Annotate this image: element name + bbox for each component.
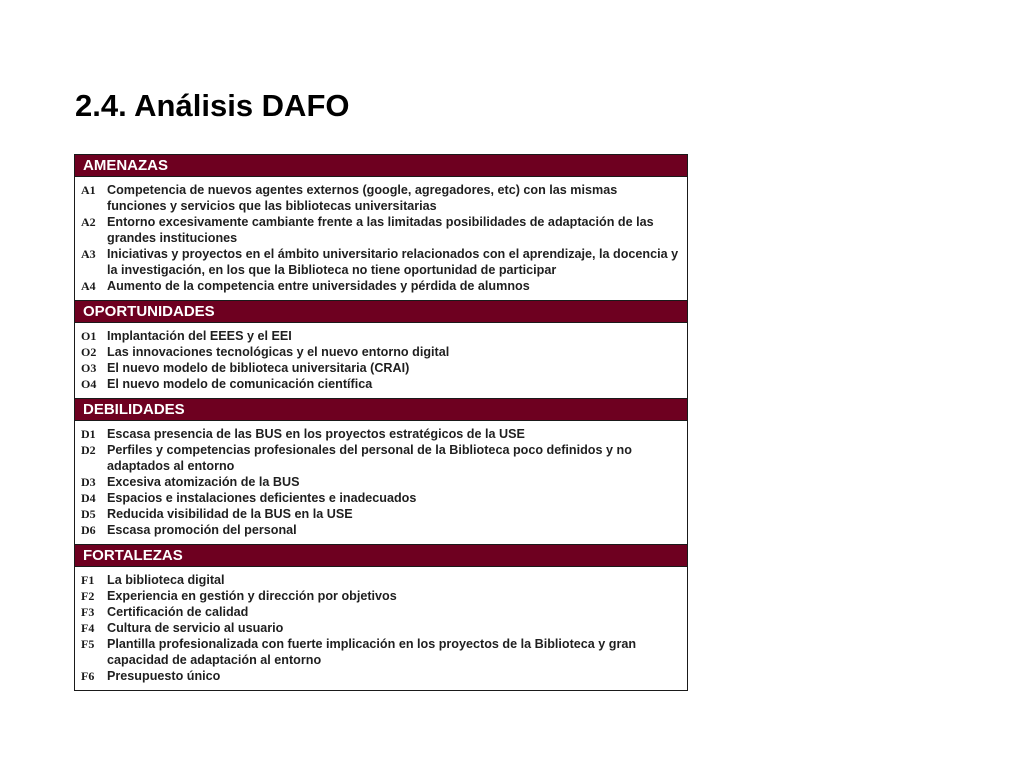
item-text: Escasa promoción del personal — [107, 523, 297, 537]
item-code: O4 — [81, 377, 97, 391]
section-header: OPORTUNIDADES — [75, 300, 687, 323]
section-header: DEBILIDADES — [75, 398, 687, 421]
section-amenazas — [75, 155, 687, 300]
item-code: A2 — [81, 215, 96, 229]
item-code: F2 — [81, 589, 95, 603]
list-item — [81, 442, 679, 474]
list-item — [81, 668, 679, 684]
item-code: F4 — [81, 621, 95, 635]
section-body — [75, 567, 687, 690]
list-item — [81, 182, 679, 214]
item-code: F1 — [81, 573, 95, 587]
list-item — [81, 604, 679, 620]
list-item — [81, 506, 679, 522]
item-text: Perfiles y competencias profesionales del personal de la Biblioteca poco definidos y no adaptados al entorno — [107, 443, 632, 473]
list-item — [81, 278, 679, 294]
item-code: F3 — [81, 605, 95, 619]
list-item — [81, 572, 679, 588]
list-item — [81, 344, 679, 360]
item-text: Plantilla profesionalizada con fuerte implicación en los proyectos de la Biblioteca y gran capacidad de adaptación al entorno — [107, 637, 637, 667]
item-text: Cultura de servicio al usuario — [107, 621, 284, 635]
list-item — [81, 426, 679, 442]
item-text: La biblioteca digital — [107, 573, 225, 587]
item-text: Iniciativas y proyectos en el ámbito universitario relacionados con el aprendizaje, la docencia y la investigación, en los que la Biblioteca no tiene oportunidad de participar — [107, 247, 679, 277]
list-item — [81, 360, 679, 376]
item-text: Competencia de nuevos agentes externos (google, agregadores, etc) con las mismas funciones y servicios que las bibliotecas universitarias — [107, 183, 618, 213]
list-item — [81, 620, 679, 636]
section-body — [75, 177, 687, 300]
slide-title: 2.4. Análisis DAFO — [75, 88, 350, 123]
item-code: D2 — [81, 443, 96, 457]
section-body — [75, 421, 687, 544]
list-item — [81, 636, 679, 668]
section-fortalezas — [75, 544, 687, 690]
section-oportunidades — [75, 300, 687, 398]
item-text: Escasa presencia de las BUS en los proyectos estratégicos de la USE — [107, 427, 525, 441]
item-code: A4 — [81, 279, 96, 293]
item-text: El nuevo modelo de biblioteca universitaria (CRAI) — [107, 361, 410, 375]
item-code: O1 — [81, 329, 97, 343]
list-item — [81, 246, 679, 278]
item-code: D5 — [81, 507, 96, 521]
item-text: Certificación de calidad — [107, 605, 249, 619]
list-item — [81, 328, 679, 344]
item-text: El nuevo modelo de comunicación científica — [107, 377, 373, 391]
list-item — [81, 214, 679, 246]
item-code: O3 — [81, 361, 97, 375]
item-code: A1 — [81, 183, 96, 197]
item-code: F6 — [81, 669, 95, 683]
dafo-table — [74, 154, 688, 691]
section-body — [75, 323, 687, 398]
section-header: AMENAZAS — [75, 155, 687, 177]
section-header: FORTALEZAS — [75, 544, 687, 567]
item-code: D4 — [81, 491, 96, 505]
item-text: Entorno excesivamente cambiante frente a las limitadas posibilidades de adaptación de las grandes instituciones — [107, 215, 654, 245]
item-code: F5 — [81, 637, 95, 651]
item-text: Excesiva atomización de la BUS — [107, 475, 300, 489]
item-text: Aumento de la competencia entre universidades y pérdida de alumnos — [107, 279, 530, 293]
list-item — [81, 490, 679, 506]
list-item — [81, 376, 679, 392]
item-code: O2 — [81, 345, 97, 359]
list-item — [81, 588, 679, 604]
item-code: D1 — [81, 427, 96, 441]
list-item — [81, 474, 679, 490]
item-text: Espacios e instalaciones deficientes e inadecuados — [107, 491, 417, 505]
item-text: Las innovaciones tecnológicas y el nuevo entorno digital — [107, 345, 450, 359]
section-debilidades — [75, 398, 687, 544]
item-code: A3 — [81, 247, 96, 261]
item-code: D6 — [81, 523, 96, 537]
item-text: Reducida visibilidad de la BUS en la USE — [107, 507, 353, 521]
item-text: Experiencia en gestión y dirección por objetivos — [107, 589, 397, 603]
item-text: Presupuesto único — [107, 669, 221, 683]
list-item — [81, 522, 679, 538]
item-code: D3 — [81, 475, 96, 489]
item-text: Implantación del EEES y el EEI — [107, 329, 292, 343]
